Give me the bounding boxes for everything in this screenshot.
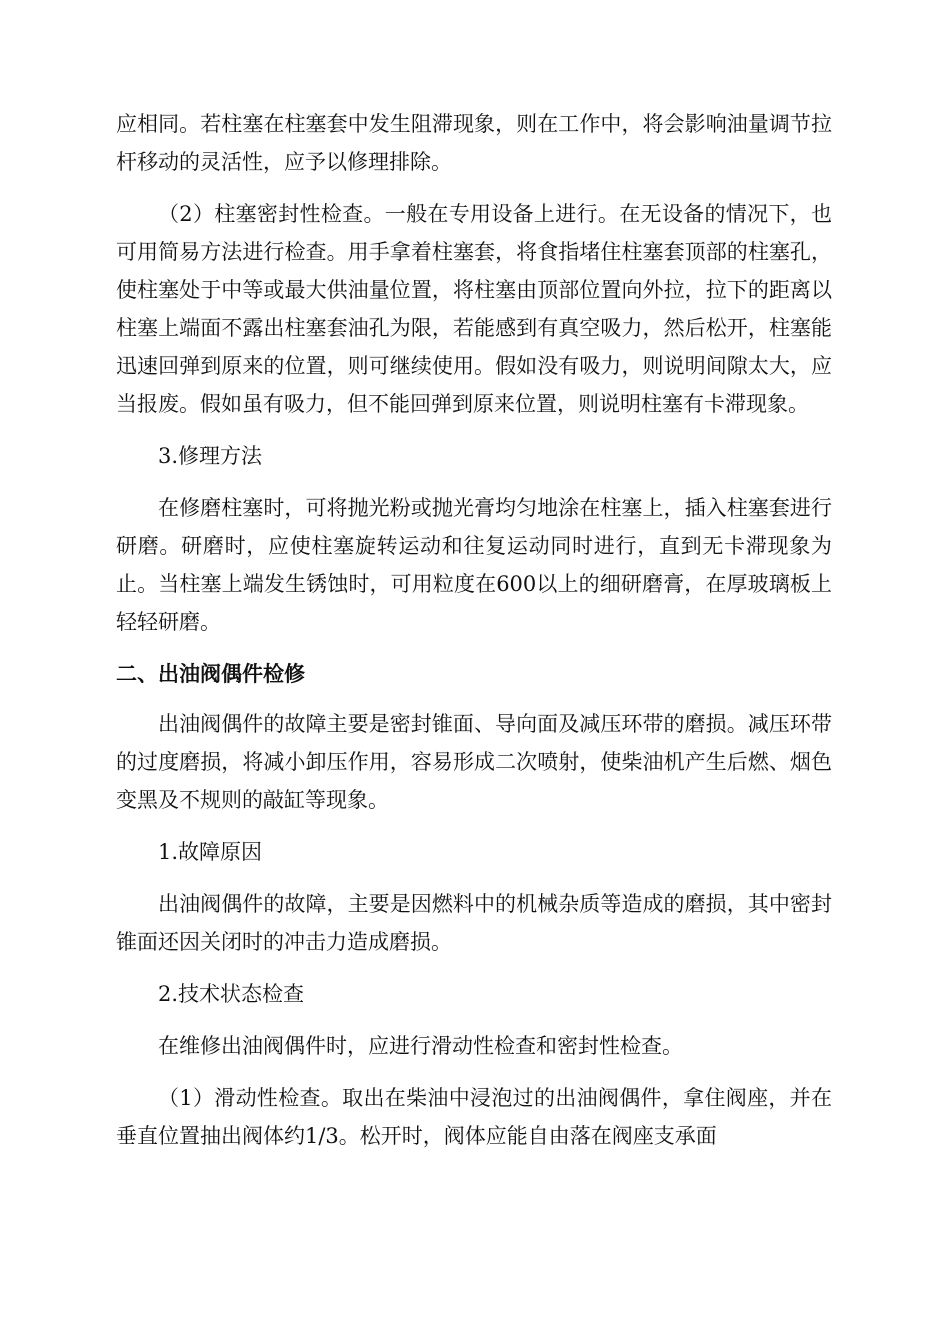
document-page [116,105,832,1169]
subheading-technical-check: 2.技术状态检查 [158,982,305,1006]
subheading-fault-causes: 1.故障原因 [158,840,263,864]
paragraph-technical-check: 在维修出油阀偶件时，应进行滑动性检查和密封性检查。 [158,1034,683,1058]
paragraph-delivery-valve-faults: 出油阀偶件的故障主要是密封锥面、导向面及减压环带的磨损。减压环带的过度磨损，将减小卸压作用，容易形成二次喷射，使柴油机产生后燃、烟色变黑及不规则的敲缸等现象。 [116,712,832,812]
section-heading-delivery-valve: 二、出油阀偶件检修 [116,662,305,686]
paragraph-continuation: 应相同。若柱塞在柱塞套中发生阻滞现象，则在工作中，将会影响油量调节拉杆移动的灵活性，应予以修理排除。 [116,112,832,174]
paragraph-fault-causes: 出油阀偶件的故障，主要是因燃料中的机械杂质等造成的磨损，其中密封锥面还因关闭时的冲击力造成磨损。 [116,892,832,954]
paragraph-plunger-seal-check: （2）柱塞密封性检查。一般在专用设备上进行。在无设备的情况下，也可用简易方法进行检查。用手拿着柱塞套，将食指堵住柱塞套顶部的柱塞孔，使柱塞处于中等或最大供油量位置，将柱塞由顶部位置向外拉，拉下的距离以柱塞上端面不露出柱塞套油孔为限，若能感到有真空吸力，然后松开，柱塞能迅速回弹到原来的位置，则可继续使用。假如没有吸力，则说明间隙太大，应当报废。假如虽有吸力，但不能回弹到原来位置，则说明柱塞有卡滞现象。 [116,202,832,416]
subheading-repair-method: 3.修理方法 [158,444,263,468]
paragraph-sliding-check: （1）滑动性检查。取出在柴油中浸泡过的出油阀偶件，拿住阀座，并在垂直位置抽出阀体约1/3。松开时，阀体应能自由落在阀座支承面 [116,1086,832,1148]
paragraph-repair-method: 在修磨柱塞时，可将抛光粉或抛光膏均匀地涂在柱塞上，插入柱塞套进行研磨。研磨时，应使柱塞旋转运动和往复运动同时进行，直到无卡滞现象为止。当柱塞上端发生锈蚀时，可用粒度在600以上的细研磨膏，在厚玻璃板上轻轻研磨。 [116,496,832,634]
